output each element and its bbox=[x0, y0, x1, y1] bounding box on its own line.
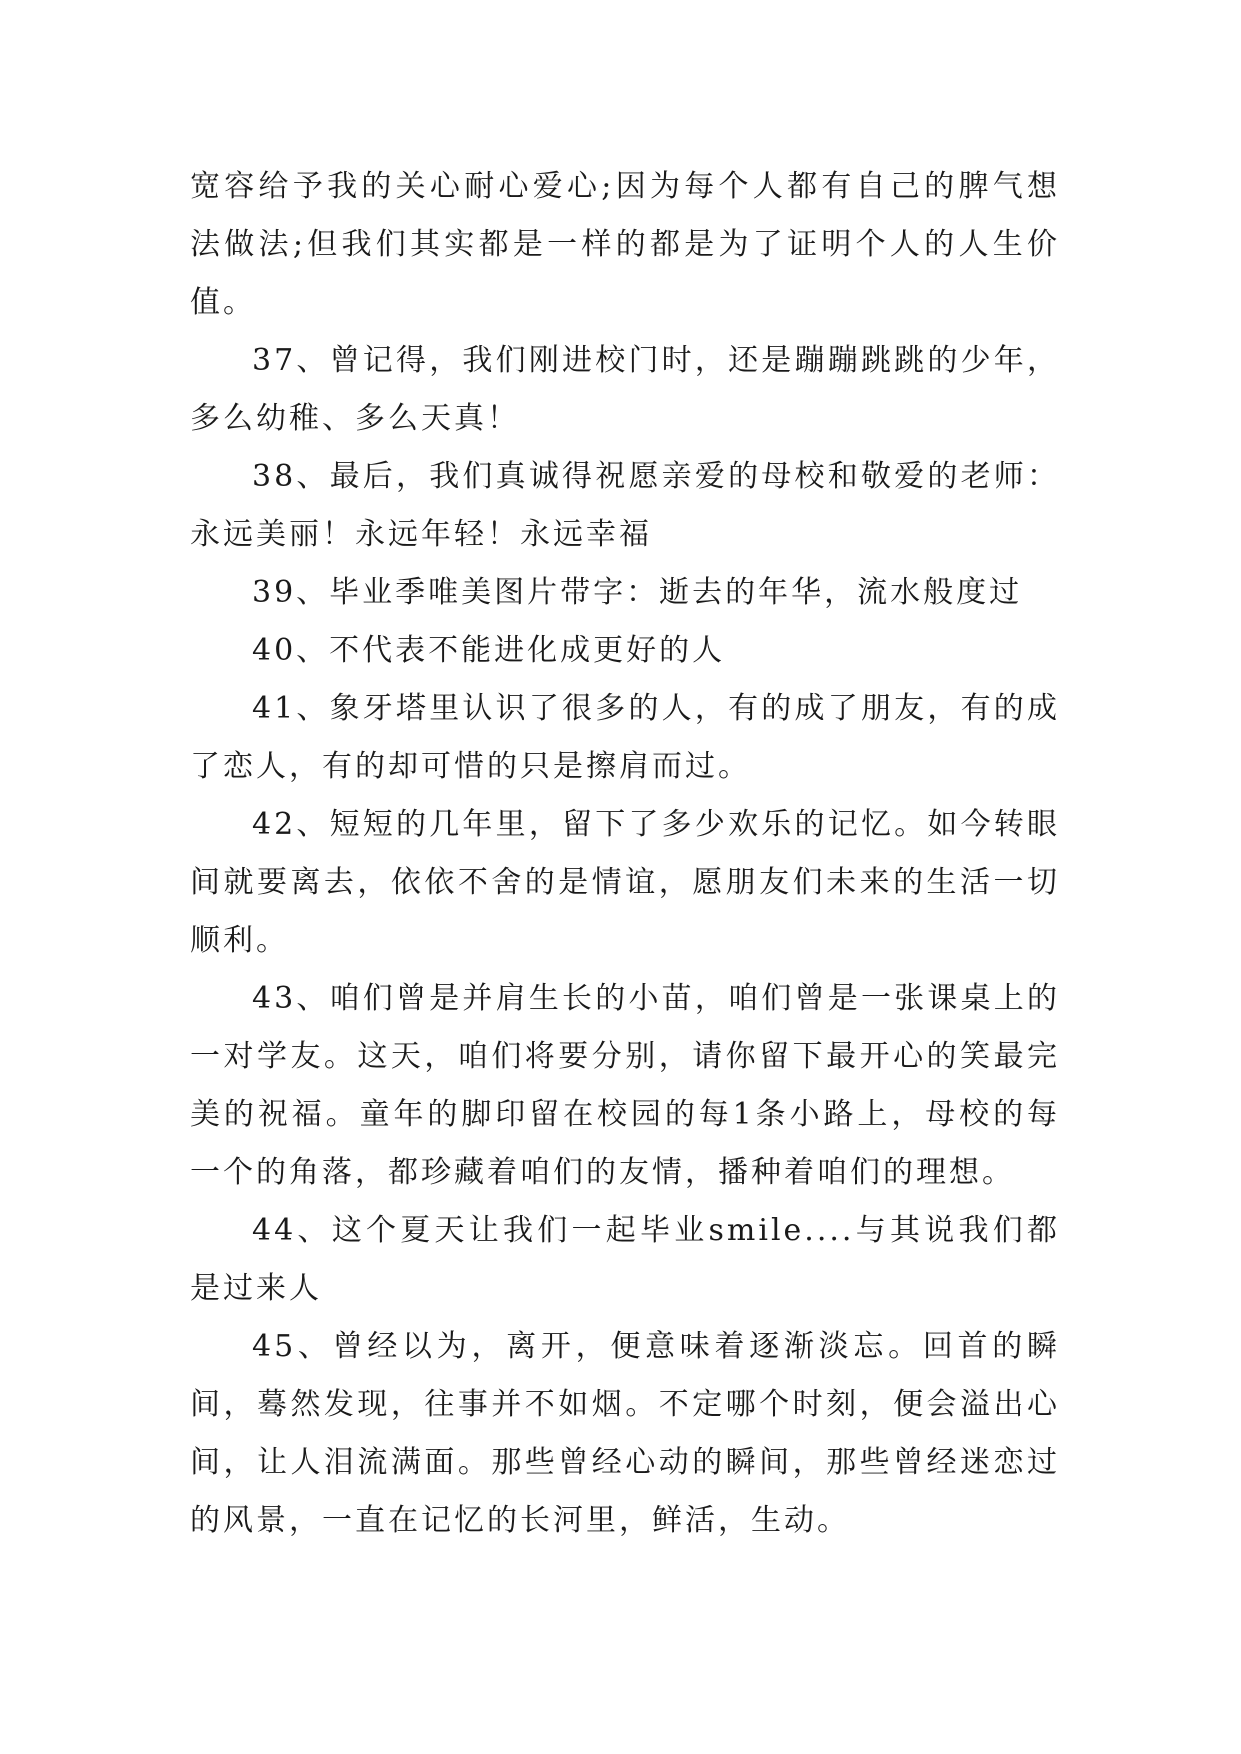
paragraph-37: 37、曾记得，我们刚进校门时，还是蹦蹦跳跳的少年，多么幼稚、多么天真！ bbox=[190, 343, 1060, 436]
paragraph-40: 40、不代表不能进化成更好的人 bbox=[252, 633, 726, 668]
paragraph-38: 38、最后，我们真诚得祝愿亲爱的母校和敬爱的老师：永远美丽！永远年轻！永远幸福 bbox=[190, 459, 1060, 552]
paragraph-39: 39、毕业季唯美图片带字：逝去的年华，流水般度过 bbox=[252, 575, 1023, 610]
document-body bbox=[190, 158, 1060, 1550]
paragraph-45: 45、曾经以为，离开，便意味着逐渐淡忘。回首的瞬间，蓦然发现，往事并不如烟。不定哪个时刻，便会溢出心间，让人泪流满面。那些曾经心动的瞬间，那些曾经迷恋过的风景，一直在记忆的长河里，鲜活，生动。 bbox=[190, 1329, 1060, 1538]
paragraph-continuation: 宽容给予我的关心耐心爱心;因为每个人都有自己的脾气想法做法;但我们其实都是一样的都是为了证明个人的人生价值。 bbox=[190, 169, 1060, 320]
paragraph-44: 44、这个夏天让我们一起毕业smile....与其说我们都是过来人 bbox=[190, 1213, 1060, 1306]
paragraph-41: 41、象牙塔里认识了很多的人，有的成了朋友，有的成了恋人，有的却可惜的只是擦肩而过。 bbox=[190, 691, 1060, 784]
paragraph-43: 43、咱们曾是并肩生长的小苗，咱们曾是一张课桌上的一对学友。这天，咱们将要分别，请你留下最开心的笑最完美的祝福。童年的脚印留在校园的每1条小路上，母校的每一个的角落，都珍藏着咱们的友情，播种着咱们的理想。 bbox=[190, 981, 1060, 1190]
paragraph-42: 42、短短的几年里，留下了多少欢乐的记忆。如今转眼间就要离去，依依不舍的是情谊，愿朋友们未来的生活一切顺利。 bbox=[190, 807, 1060, 958]
